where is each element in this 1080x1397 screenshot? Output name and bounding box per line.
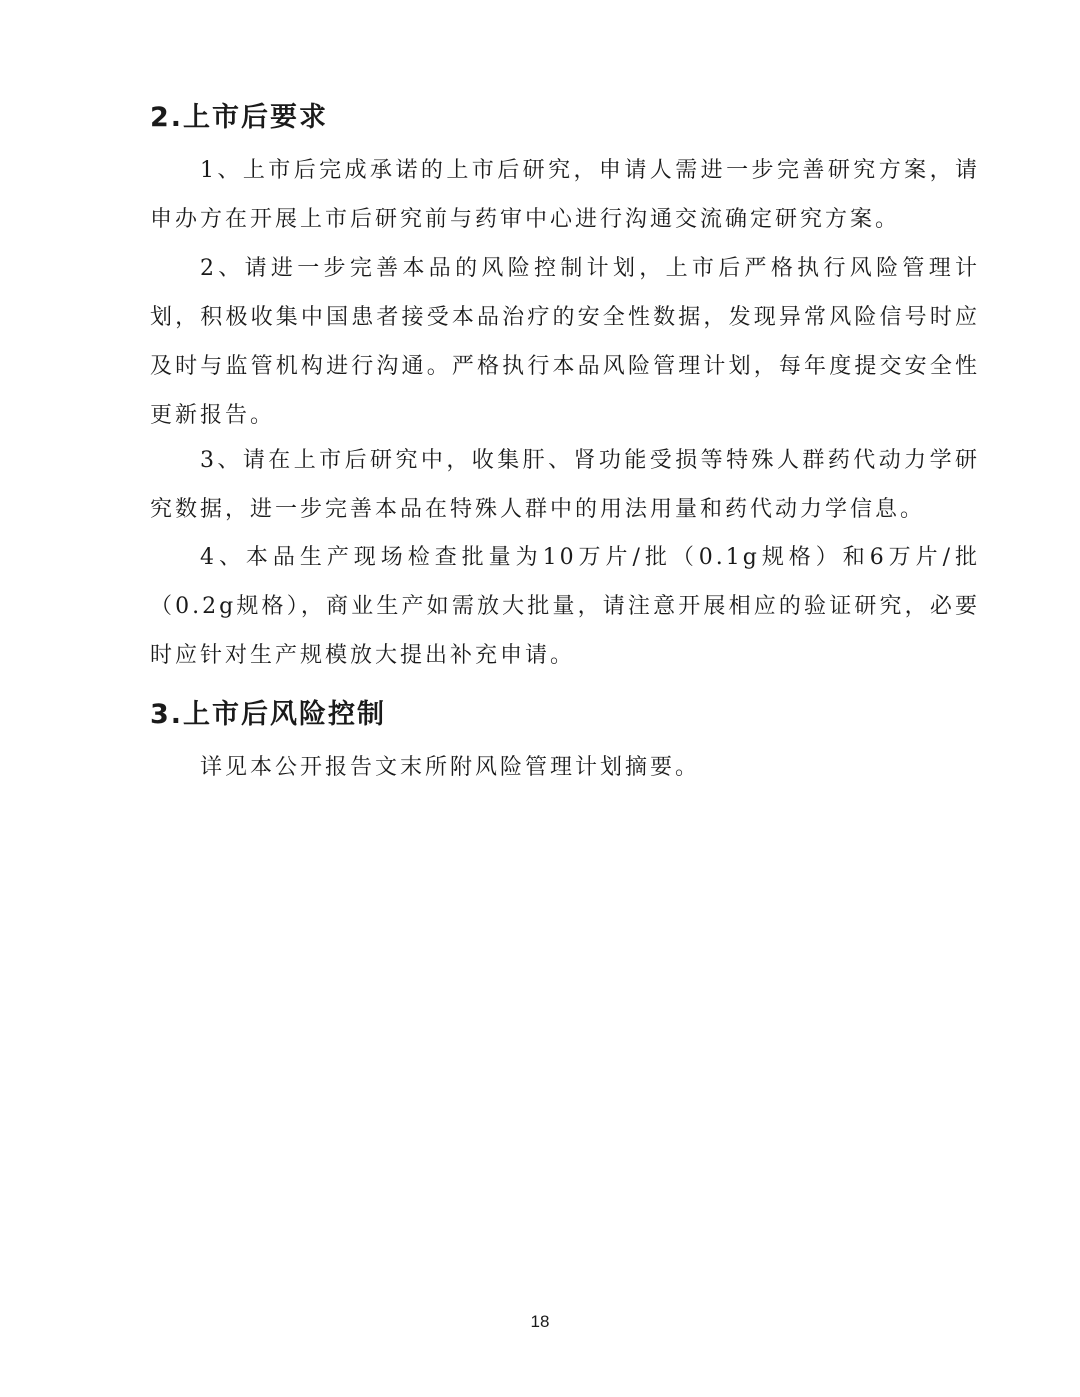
requirement-item-2: 2、请进一步完善本品的风险控制计划，上市后严格执行风险管理计划，积极收集中国患者接受本品治疗的安全性数据，发现异常风险信号时应及时与监管机构进行沟通。严格执行本品风险管理计划，每年度提交安全性更新报告。 <box>150 256 980 428</box>
section-heading-post-market-requirements: 2.上市后要求 <box>150 102 329 133</box>
requirement-item-4: 4、本品生产现场检查批量为10万片/批（0.1g规格）和6万片/批（0.2g规格），商业生产如需放大批量，请注意开展相应的验证研究，必要时应针对生产规模放大提出补充申请。 <box>150 545 980 668</box>
requirement-item-1: 1、上市后完成承诺的上市后研究，申请人需进一步完善研究方案，请申办方在开展上市后研究前与药审中心进行沟通交流确定研究方案。 <box>150 158 980 232</box>
risk-control-text: 详见本公开报告文末所附风险管理计划摘要。 <box>200 755 701 780</box>
page-number: 18 <box>530 1312 550 1331</box>
section-heading-post-market-risk-control: 3.上市后风险控制 <box>150 699 387 730</box>
requirement-item-3: 3、请在上市后研究中，收集肝、肾功能受损等特殊人群药代动力学研究数据，进一步完善本品在特殊人群中的用法用量和药代动力学信息。 <box>150 448 980 522</box>
